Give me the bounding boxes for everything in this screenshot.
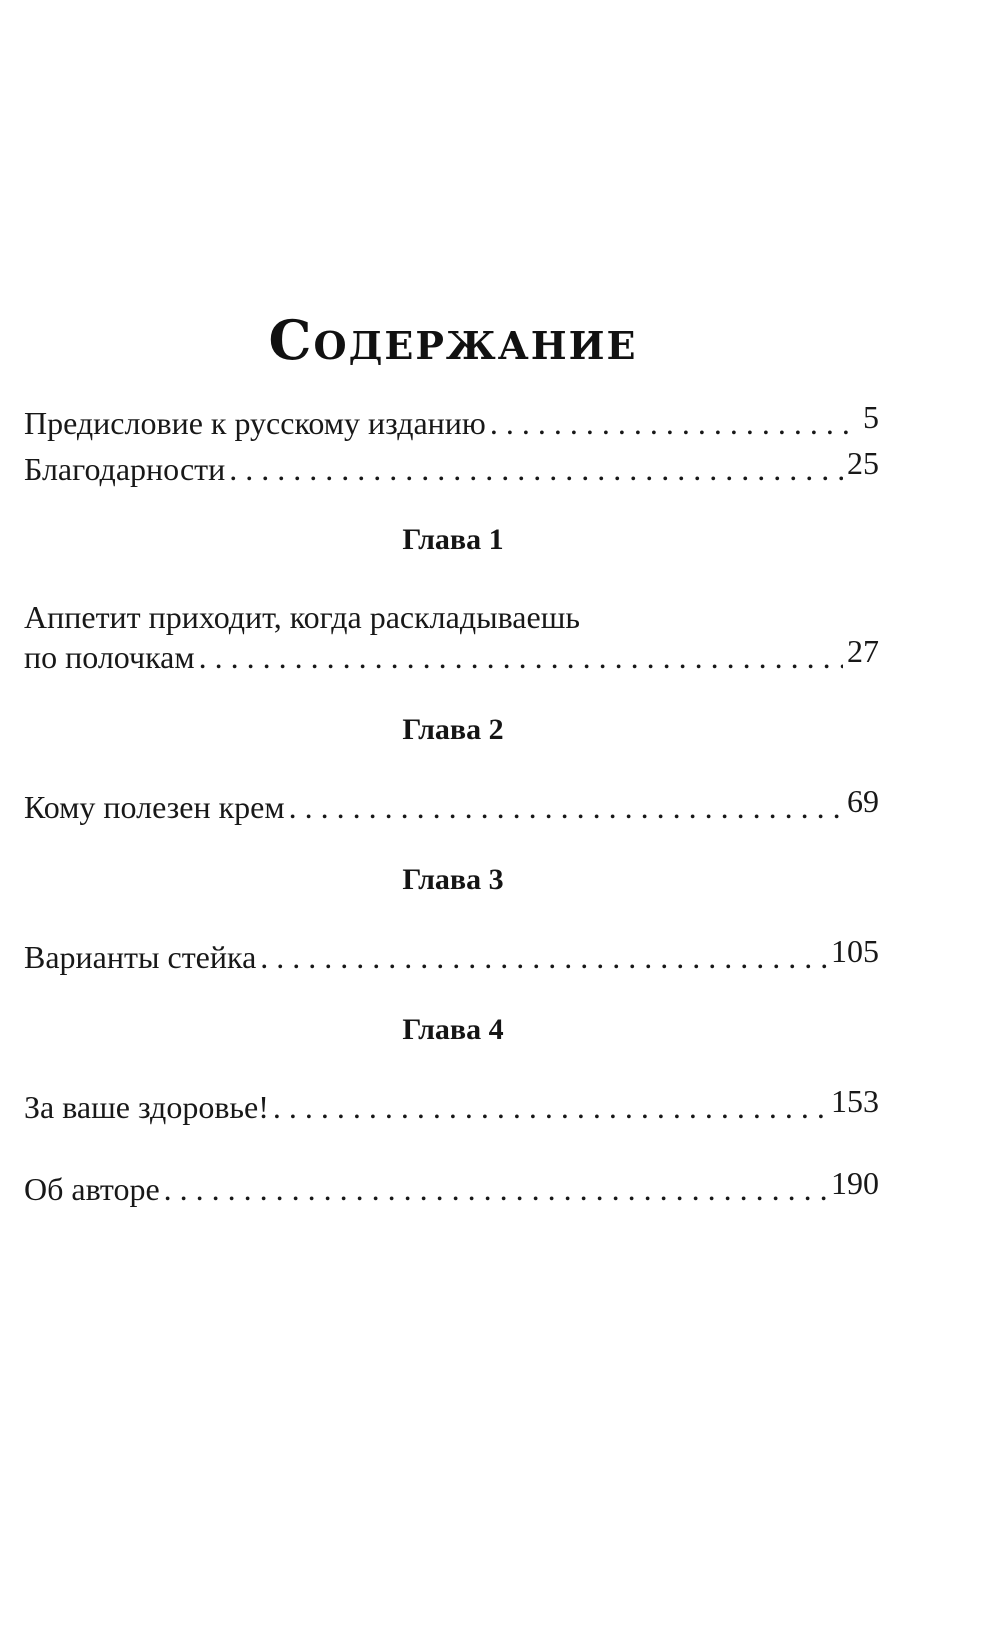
toc-entry-label: Варианты стейка <box>24 939 257 975</box>
toc-entry-label: Благодарности <box>24 451 226 487</box>
dot-leader <box>289 788 843 826</box>
toc-entry-label: За ваше здоровье! <box>24 1089 269 1125</box>
toc-page-number: 25 <box>847 445 879 481</box>
toc-entry-preface <box>24 399 879 442</box>
toc-entry-label-continued: по полочкам <box>24 639 195 675</box>
dot-leader <box>260 938 827 976</box>
page-title: Содержание <box>268 308 638 372</box>
toc-entry-label: Кому полезен крем <box>24 789 285 825</box>
toc-entry-label: Аппетит приходит, когда раскладываешь <box>24 599 580 635</box>
chapter-heading-1: Глава 1 <box>402 523 504 556</box>
toc-page-number: 69 <box>847 783 879 819</box>
chapter-heading-2: Глава 2 <box>402 713 504 746</box>
toc-page-number: 190 <box>831 1165 879 1201</box>
toc-page-number: 105 <box>831 933 879 969</box>
chapter-heading-3: Глава 3 <box>402 863 504 896</box>
dot-leader <box>273 1088 827 1126</box>
dot-leader <box>164 1170 827 1208</box>
toc-entry-chapter-2 <box>24 783 879 826</box>
dot-leader <box>490 404 859 442</box>
toc-entry-chapter-3 <box>24 933 879 976</box>
toc-page-number: 153 <box>831 1083 879 1119</box>
toc-entry-chapter-4 <box>24 1083 879 1126</box>
toc-entry-acknowledgements <box>24 445 879 488</box>
toc-page-number: 5 <box>863 399 879 435</box>
chapter-heading-4: Глава 4 <box>402 1013 504 1046</box>
toc-entry-label: Об авторе <box>24 1171 160 1207</box>
dot-leader <box>229 450 843 488</box>
dot-leader <box>199 638 843 676</box>
toc-entry-label: Предисловие к русскому изданию <box>24 405 486 441</box>
toc-page-number: 27 <box>847 633 879 669</box>
toc-entry-about-author <box>24 1165 879 1208</box>
toc-entry-chapter-1 <box>24 598 879 676</box>
